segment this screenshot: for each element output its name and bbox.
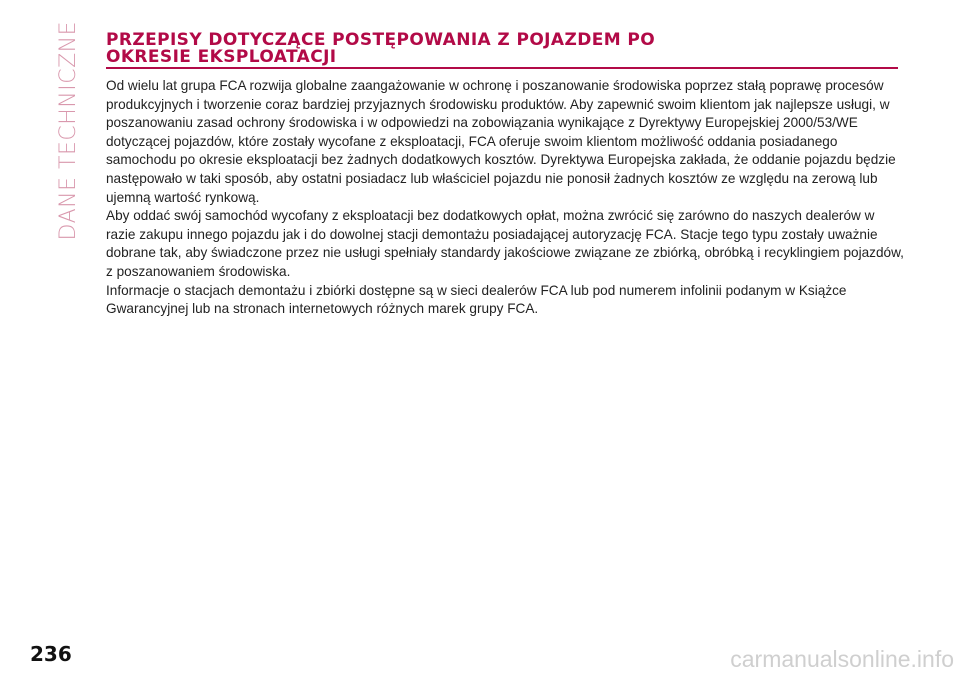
watermark-text: carmanualsonline.info	[730, 646, 954, 672]
page-number: 236	[30, 642, 72, 666]
chapter-side-title-text: DANE TECHNICZNE	[56, 20, 81, 240]
section-title	[106, 32, 896, 66]
section-title-underline	[106, 67, 898, 69]
section-title-line-1: PRZEPISY DOTYCZĄCE POSTĘPOWANIA Z POJAZDEM PO	[106, 30, 656, 50]
section-body	[106, 77, 906, 319]
section-title-line-2: OKRESIE EKSPLOATACJI	[106, 47, 337, 67]
body-paragraph-2: Aby oddać swój samochód wycofany z eksploatacji bez dodatkowych opłat, można zwrócić się zarówno do naszych dealerów w razie zakupu innego pojazdu jak i do dowolnej stacji demontażu posiadającej autoryzację FCA. Stacje tego typu zostały uważnie dobrane tak, aby świadczone przez nie usługi spełniały standardy jakościowe związane ze zbiórką, obróbką i recyklingiem pojazdów, z poszanowaniem środowiska.	[106, 208, 904, 279]
chapter-side-title	[52, 20, 86, 240]
body-paragraph-1: Od wielu lat grupa FCA rozwija globalne zaangażowanie w ochronę i poszanowanie środowiska poprzez stałą poprawę procesów produkcyjnych i tworzenie coraz bardziej przyjaznych środowisku produktów. Aby zapewnić swoim klientom jak najlepsze usługi, w poszanowaniu zasad ochrony środowiska i w odpowiedzi na zobowiązania wynikające z Dyrektywy Europejskiej 2000/53/WE dotyczącej pojazdów, które zostały wycofane z eksploatacji, FCA oferuje swoim klientom możliwość oddania posiadanego samochodu po okresie eksploatacji bez żadnych dodatkowych kosztów. Dyrektywa Europejska zakłada, że oddanie pojazdu będzie następowało w taki sposób, aby ostatni posiadacz lub właściciel pojazdu nie ponosił żadnych kosztów ze względu na zerową lub ujemną wartość rynkową.	[106, 78, 896, 205]
body-paragraph-3: Informacje o stacjach demontażu i zbiórki dostępne są w sieci dealerów FCA lub pod numerem infolinii podanym w Książce Gwarancyjnej lub na stronach internetowych różnych marek grupy FCA.	[106, 282, 847, 317]
